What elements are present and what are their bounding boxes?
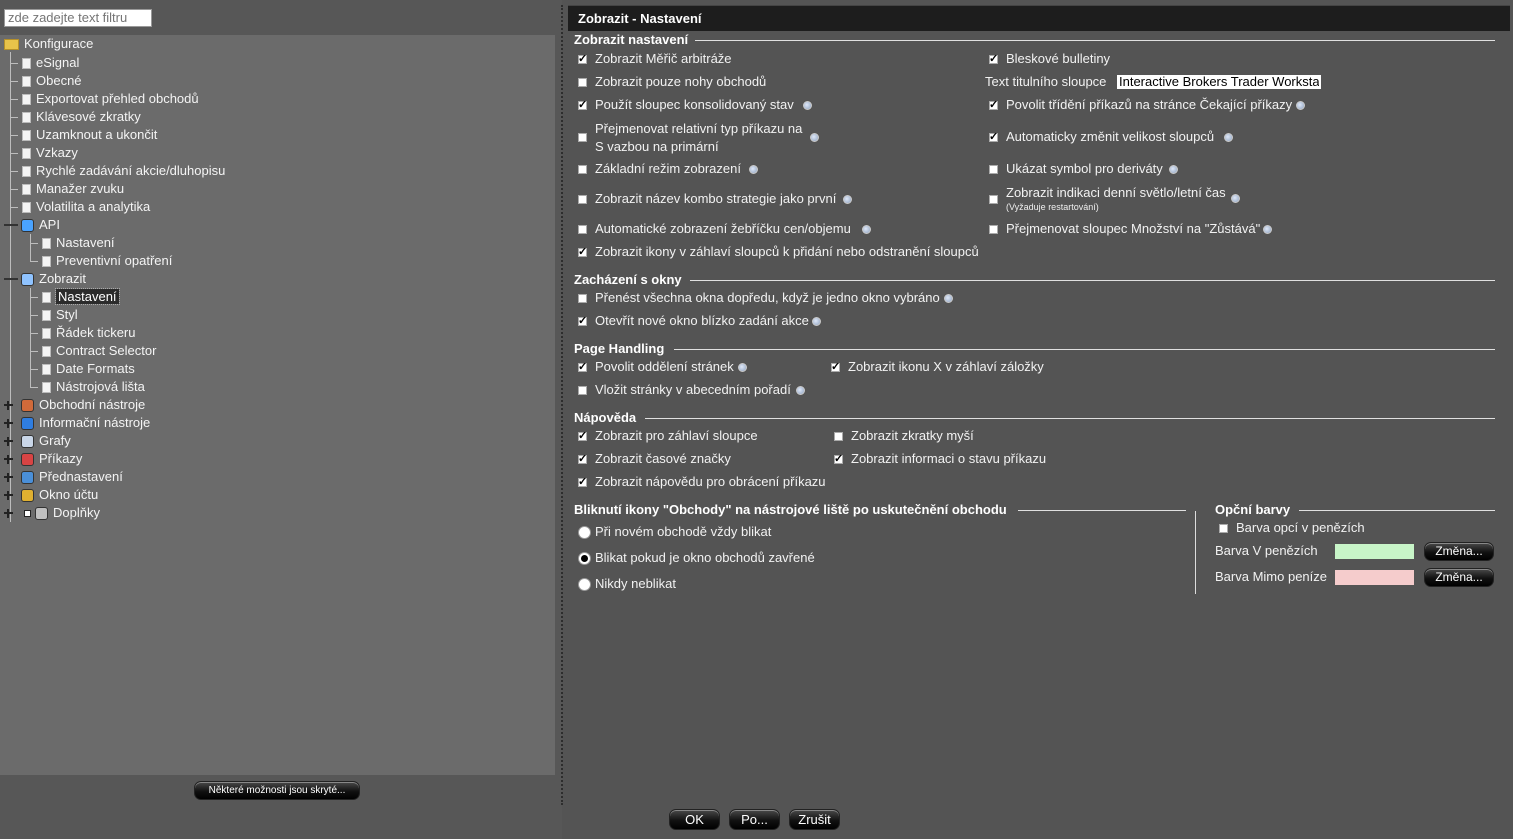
document-icon	[42, 364, 51, 375]
tree-connector	[30, 297, 38, 298]
help-option-label[interactable]: Zobrazit nápovědu pro obrácení příkazu	[595, 474, 826, 489]
tree-item[interactable]	[22, 180, 124, 198]
tree-item[interactable]	[42, 234, 115, 252]
document-icon	[42, 292, 51, 303]
document-icon	[22, 76, 31, 87]
info-icon[interactable]	[1169, 165, 1178, 174]
section-title: Nápověda	[574, 410, 637, 425]
section-divider	[695, 40, 1495, 41]
display-option-label[interactable]: Zobrazit název kombo strategie jako první	[595, 191, 837, 206]
tree-item[interactable]	[22, 90, 199, 108]
display-option-checkbox[interactable]	[578, 78, 587, 87]
expand-icon[interactable]	[4, 509, 13, 518]
expand-icon[interactable]	[4, 473, 13, 482]
tree-item-label: Obecné	[36, 73, 82, 88]
tree-connector	[10, 207, 18, 208]
otm-color-label: Barva Mimo peníze	[1215, 569, 1327, 584]
addons-icon	[35, 507, 48, 520]
expand-icon[interactable]	[4, 455, 13, 464]
document-icon	[42, 328, 51, 339]
display-option-label[interactable]: Použít sloupec konsolidovaný stav	[595, 97, 794, 112]
document-icon	[22, 148, 31, 159]
window-option-checkbox[interactable]	[578, 294, 587, 303]
blink-radio[interactable]	[578, 552, 591, 565]
tree-item[interactable]	[42, 252, 172, 270]
tree-item-label: Volatilita a analytika	[36, 199, 151, 214]
tree-connector	[10, 52, 11, 522]
tree-item-label: Nastavení	[56, 235, 115, 250]
dst-indicator-label[interactable]: Zobrazit indikaci denní světlo/letní čas	[1006, 185, 1226, 200]
display-option-checkbox[interactable]	[578, 195, 587, 204]
tree-item-label: Contract Selector	[56, 343, 157, 358]
document-icon	[42, 238, 51, 249]
info-icon[interactable]	[738, 363, 747, 372]
tree-item[interactable]	[21, 414, 150, 432]
column-title-input[interactable]	[1117, 75, 1321, 89]
trading-tools-icon	[21, 399, 34, 412]
expand-icon[interactable]	[4, 437, 13, 446]
display-option-checkbox[interactable]	[989, 55, 998, 64]
document-icon	[22, 130, 31, 141]
tree-connector	[30, 387, 38, 388]
tree-item[interactable]	[22, 144, 78, 162]
tree-connector	[30, 288, 31, 388]
display-option-label[interactable]: Bleskové bulletiny	[1006, 51, 1111, 66]
dst-indicator-checkbox[interactable]	[989, 195, 998, 204]
display-option-label[interactable]: Přejmenovat sloupec Množství na "Zůstává"	[1006, 221, 1261, 236]
tree-item[interactable]	[21, 468, 123, 486]
help-option-label[interactable]: Zobrazit zkratky myší	[851, 428, 974, 443]
page-option-checkbox[interactable]	[831, 363, 840, 372]
expand-icon[interactable]	[4, 419, 13, 428]
otm-color-swatch	[1335, 570, 1414, 585]
tree-connector	[10, 153, 18, 154]
tree-item-label: Grafy	[39, 433, 71, 448]
help-option-label[interactable]: Zobrazit časové značky	[595, 451, 731, 466]
tree-item-label: Date Formats	[56, 361, 135, 376]
option-color-checkbox-label[interactable]: Barva opcí v penězích	[1236, 520, 1365, 535]
help-option-checkbox[interactable]	[578, 432, 587, 441]
rename-order-type-label[interactable]: Přejmenovat relativní typ příkazu na	[595, 121, 803, 136]
rename-order-type-label-2[interactable]: S vazbou na primární	[595, 139, 719, 154]
apply-button[interactable]: Po...	[729, 809, 780, 830]
display-option-checkbox[interactable]	[578, 248, 587, 257]
tree-item-label: Uzamknout a ukončit	[36, 127, 158, 142]
tree-item[interactable]	[42, 288, 119, 306]
info-icon[interactable]	[843, 195, 852, 204]
tree-connector	[30, 333, 38, 334]
display-option-checkbox[interactable]	[989, 225, 998, 234]
tree-item[interactable]	[42, 378, 145, 396]
group-separator	[1195, 511, 1196, 594]
folder-icon	[4, 39, 19, 50]
tree-item[interactable]	[24, 504, 100, 522]
expand-icon[interactable]	[4, 401, 13, 410]
info-icon[interactable]	[810, 133, 819, 142]
tree-connector	[10, 99, 18, 100]
tree-item-label: Manažer zvuku	[36, 181, 125, 196]
help-option-checkbox[interactable]	[834, 432, 843, 441]
tree-item-label: Přednastavení	[39, 469, 123, 484]
itm-color-swatch	[1335, 544, 1414, 559]
blink-option-label[interactable]: Blikat pokud je okno obchodů zavřené	[595, 550, 815, 565]
tree-item-label: Okno účtu	[39, 487, 99, 502]
tree-item-label: Příkazy	[39, 451, 83, 466]
info-icon[interactable]	[944, 294, 953, 303]
tree-connector	[10, 189, 18, 190]
collapse-icon[interactable]	[4, 275, 13, 284]
section-title: Bliknutí ikony "Obchody" na nástrojové liště po uskutečnění obchodu	[574, 502, 1007, 517]
tree-item[interactable]	[21, 216, 60, 234]
display-option-label[interactable]: Zobrazit Měřič arbitráže	[595, 51, 732, 66]
tree-item-label: Informační nástroje	[39, 415, 151, 430]
display-option-label[interactable]: Ukázat symbol pro deriváty	[1006, 161, 1163, 176]
chart-icon	[21, 435, 34, 448]
tree-connector	[30, 243, 38, 244]
section-divider	[690, 280, 1495, 281]
document-icon	[22, 94, 31, 105]
tree-connector	[30, 315, 38, 316]
display-option-label[interactable]: Automatické zobrazení žebříčku cen/objemu	[595, 221, 851, 236]
tree-connector	[30, 234, 31, 262]
tree-item-label: Řádek tickeru	[56, 325, 136, 340]
tree-item[interactable]	[42, 324, 135, 342]
info-icon[interactable]	[1231, 194, 1240, 203]
tree-item-label: Nástrojová lišta	[56, 379, 145, 394]
page-option-label[interactable]: Vložit stránky v abecedním pořadí	[595, 382, 791, 397]
info-icon[interactable]	[1296, 101, 1305, 110]
tree-connector	[10, 63, 18, 64]
hidden-options-button[interactable]: Některé možnosti jsou skryté...	[194, 781, 360, 800]
tree-item[interactable]	[21, 270, 86, 288]
cancel-button[interactable]: Zrušit	[789, 809, 840, 830]
tree-item-label: Preventivní opatření	[56, 253, 173, 268]
orders-icon	[21, 453, 34, 466]
tree-item[interactable]	[21, 486, 98, 504]
tree-item-label: Obchodní nástroje	[39, 397, 146, 412]
tree-connector	[10, 117, 18, 118]
section-divider	[1018, 510, 1186, 511]
tree-item[interactable]	[42, 306, 78, 324]
tree-connector	[10, 81, 18, 82]
display-option-label[interactable]: Zobrazit ikony v záhlaví sloupců k přidání nebo odstranění sloupců	[595, 244, 979, 259]
display-option-checkbox[interactable]	[989, 101, 998, 110]
display-option-checkbox[interactable]	[578, 165, 587, 174]
blink-radio[interactable]	[578, 526, 591, 539]
tree-item[interactable]	[22, 126, 157, 144]
section-title: Zobrazit nastavení	[574, 32, 689, 47]
document-icon	[22, 112, 31, 123]
section-title: Page Handling	[574, 341, 665, 356]
tree-item[interactable]	[22, 162, 225, 180]
tree-item-label: Konfigurace	[24, 36, 94, 51]
tree-item-label: Vzkazy	[36, 145, 78, 160]
tree-item[interactable]	[4, 35, 93, 53]
document-icon	[42, 256, 51, 267]
tree-item[interactable]	[42, 360, 135, 378]
page-option-label[interactable]: Zobrazit ikonu X v záhlaví záložky	[848, 359, 1044, 374]
display-option-label[interactable]: Povolit třídění příkazů na stránce Čekající příkazy	[1006, 97, 1293, 112]
display-window-icon	[21, 273, 34, 286]
document-icon	[42, 346, 51, 357]
display-option-label[interactable]: Základní režim zobrazení	[595, 161, 741, 176]
expand-icon[interactable]	[4, 491, 13, 500]
tree-item[interactable]	[21, 432, 71, 450]
window-option-checkbox[interactable]	[578, 317, 587, 326]
tree-item-label: Exportovat přehled obchodů	[36, 91, 199, 106]
account-window-icon	[21, 489, 34, 502]
help-option-checkbox[interactable]	[578, 455, 587, 464]
window-option-label[interactable]: Přenést všechna okna dopředu, když je jedno okno vybráno	[595, 290, 940, 305]
window-option-label[interactable]: Otevřít nové okno blízko zadání akce	[595, 313, 809, 328]
tree-item[interactable]	[21, 450, 82, 468]
rename-order-type-checkbox[interactable]	[578, 133, 587, 142]
pane-splitter[interactable]	[561, 5, 563, 805]
section-title: Opční barvy	[1215, 502, 1291, 517]
document-icon	[22, 166, 31, 177]
presets-icon	[21, 471, 34, 484]
column-title-label: Text titulního sloupce	[985, 74, 1107, 89]
itm-change-button[interactable]: Změna...	[1424, 542, 1494, 561]
blink-option-label[interactable]: Nikdy neblikat	[595, 576, 676, 591]
display-option-label[interactable]: Automaticky změnit velikost sloupců	[1006, 129, 1215, 144]
info-icon[interactable]	[749, 165, 758, 174]
otm-change-button[interactable]: Změna...	[1424, 568, 1494, 587]
tree-item-label: API	[39, 217, 60, 232]
tree-item[interactable]	[22, 198, 150, 216]
checkbox-icon[interactable]	[24, 510, 31, 517]
document-icon	[22, 202, 31, 213]
display-option-label[interactable]: Zobrazit pouze nohy obchodů	[595, 74, 767, 89]
document-icon	[22, 184, 31, 195]
tree-connector	[10, 135, 18, 136]
display-option-checkbox[interactable]	[578, 225, 587, 234]
page-title: Zobrazit - Nastavení	[578, 11, 702, 26]
tree-item[interactable]	[22, 72, 82, 90]
tree-item-label: Rychlé zadávání akcie/dluhopisu	[36, 163, 226, 178]
page-option-checkbox[interactable]	[578, 386, 587, 395]
tree-connector	[30, 351, 38, 352]
document-icon	[22, 58, 31, 69]
display-option-checkbox[interactable]	[578, 55, 587, 64]
tree-item-label: Klávesové zkratky	[36, 109, 141, 124]
tree-item[interactable]	[42, 342, 156, 360]
tree-connector	[30, 369, 38, 370]
api-arrows-icon	[21, 219, 34, 232]
panel-title-bar	[568, 5, 1510, 31]
info-icon[interactable]	[1263, 225, 1272, 234]
tree-item-label: Styl	[56, 307, 78, 322]
tree-connector	[30, 261, 38, 262]
page-option-checkbox[interactable]	[578, 363, 587, 372]
tree-item[interactable]	[21, 396, 145, 414]
section-divider	[674, 349, 1495, 350]
section-title: Zacházení s okny	[574, 272, 682, 287]
tree-item[interactable]	[22, 108, 141, 126]
tree-item-label: Zobrazit	[39, 271, 86, 286]
collapse-icon[interactable]	[4, 221, 13, 230]
display-option-checkbox[interactable]	[989, 165, 998, 174]
info-icon[interactable]	[1224, 133, 1233, 142]
display-option-checkbox[interactable]	[989, 133, 998, 142]
restart-note: (Vyžaduje restartování)	[1006, 202, 1099, 212]
itm-color-label: Barva V penězích	[1215, 543, 1318, 558]
ok-button[interactable]: OK	[669, 809, 720, 830]
info-icon[interactable]	[803, 101, 812, 110]
tree-item-label: eSignal	[36, 55, 80, 70]
filter-input[interactable]	[4, 9, 152, 27]
tree-item-label: Doplňky	[53, 505, 100, 520]
info-icon[interactable]	[862, 225, 871, 234]
help-option-label[interactable]: Zobrazit pro záhlaví sloupce	[595, 428, 758, 443]
tree-item-label: Nastavení	[58, 289, 117, 304]
tree-connector	[10, 171, 18, 172]
display-option-checkbox[interactable]	[578, 101, 587, 110]
section-divider	[645, 418, 1495, 419]
option-color-checkbox[interactable]	[1219, 524, 1228, 533]
info-icon[interactable]	[796, 386, 805, 395]
help-option-label[interactable]: Zobrazit informaci o stavu příkazu	[851, 451, 1047, 466]
document-icon	[42, 310, 51, 321]
page-option-label[interactable]: Povolit oddělení stránek	[595, 359, 734, 374]
help-option-checkbox[interactable]	[834, 455, 843, 464]
info-tools-icon	[21, 417, 34, 430]
blink-radio[interactable]	[578, 578, 591, 591]
help-option-checkbox[interactable]	[578, 478, 587, 487]
blink-option-label[interactable]: Při novém obchodě vždy blikat	[595, 524, 772, 539]
section-divider	[1299, 510, 1495, 511]
tree-item[interactable]	[22, 54, 79, 72]
document-icon	[42, 382, 51, 393]
info-icon[interactable]	[812, 317, 821, 326]
